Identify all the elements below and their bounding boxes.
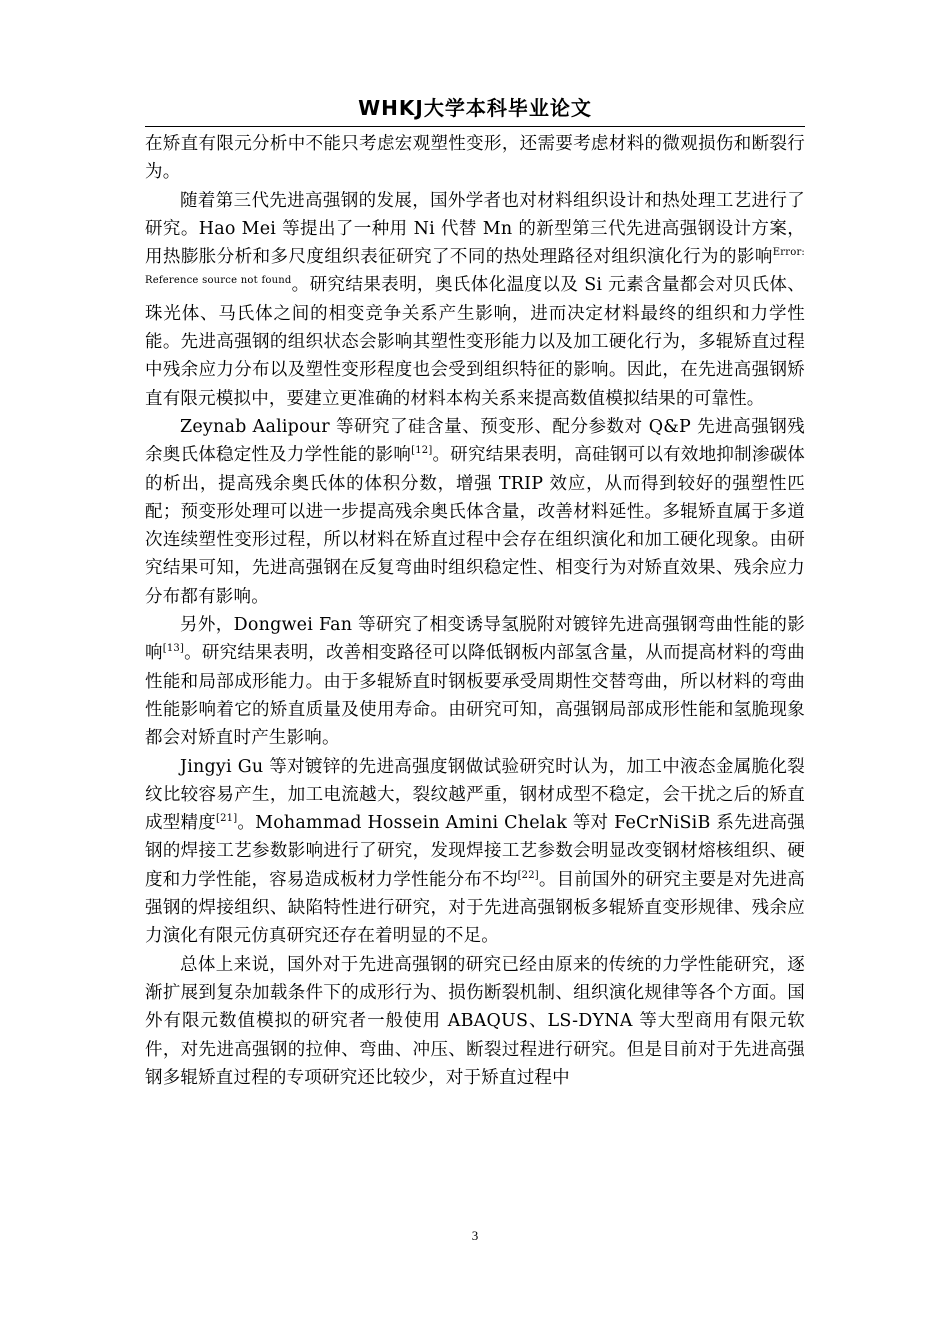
paragraph-text: 。目前国外的研究主要是对先进高强钢的焊接组织、缺陷特性进行研究，对于先进高强钢板多辊矫直变形规律、残余应力演化有限元仿真研究还存在着明显的不足。 bbox=[145, 869, 806, 947]
paragraph-text: 。Mohammad Hossein Amini Chelak 等对 FeCrNiSiB 系先进高强钢的焊接工艺参数影响进行了研究，发现焊接工艺参数会明显改变钢材熔核组织、硬度和力学性能，容易造成板材力学性能分布不均 bbox=[145, 813, 805, 890]
paragraph-text: 总体上来说，国外对于先进高强钢的研究已经由原来的传统的力学性能研究，逐渐扩展到复杂加载条件下的成形行为、损伤断裂机制、组织演化规律等各个方面。国外有限元数值模拟的研究者一般使用 ABAQUS、LS-DYNA 等大型商用有限元软件，对先进高强钢的拉伸、弯曲、冲压、断裂过程进行研究。但是目前对于先进高强钢多辊矫直过程的专项研究还比较少，对于矫直过程中 bbox=[145, 954, 805, 1088]
paragraph bbox=[145, 611, 805, 752]
paragraph bbox=[145, 413, 805, 611]
citation-superscript: [22] bbox=[517, 869, 539, 881]
paragraph-text: 。研究结果表明，奥氏体化温度以及 Si 元素含量都会对贝氏体、珠光体、马氏体之间的相变竞争关系产生影响，进而决定材料最终的组织和力学性能。先进高强钢的组织状态会影响其塑性变形能力以及加工硬化行为，多辊矫直过程中残余应力分布以及塑性变形程度也会受到组织特征的影响。因此，在先进高强钢矫直有限元模拟中，要建立更准确的材料本构关系来提高数值模拟结果的可靠性。 bbox=[145, 275, 805, 409]
citation-superscript: Error: Reference source not found bbox=[145, 247, 805, 287]
page-number: 3 bbox=[471, 1228, 479, 1243]
citation-superscript: [21] bbox=[215, 813, 238, 825]
citation-superscript: [13] bbox=[162, 643, 185, 655]
paragraph-text: 。研究结果表明，高硅钢可以有效地抑制渗碳体的析出，提高残余奥氏体的体积分数，增强 TRIP 效应，从而得到较好的强塑性匹配；预变形处理可以进一步提高残余奥氏体含量，改善材料延性。多辊矫直属于多道次连续塑性变形过程，所以材料在矫直过程中会存在组织演化和加工硬化现象。由研究结果可知，先进高强钢在反复弯曲时组织稳定性、相变行为对矫直效果、残余应力分布都有影响。 bbox=[145, 445, 806, 607]
citation-superscript: [12] bbox=[411, 445, 433, 457]
paragraph-text: 在矫直有限元分析中不能只考虑宏观塑性变形，还需要考虑材料的微观损伤和断裂行为。 bbox=[145, 134, 805, 183]
paragraph bbox=[145, 753, 805, 951]
paragraph bbox=[145, 187, 805, 413]
paragraph-text: Jingyi Gu 等对镀锌的先进高强度钢做试验研究时认为，加工中液态金属脆化裂纹比较容易产生，加工电流越大，裂纹越严重，钢材成型不稳定，会干扰之后的矫直成型精度 bbox=[145, 756, 805, 834]
paragraph-text: 随着第三代先进高强钢的发展，国外学者也对材料组织设计和热处理工艺进行了研究。Hao Mei 等提出了一种用 Ni 代替 Mn 的新型第三代先进高强钢设计方案，用热膨胀分析和多尺度组织表征研究了不同的热处理路径对组织演化行为的影响 bbox=[145, 190, 805, 268]
paragraph bbox=[145, 130, 805, 187]
paragraph-text: 另外，Dongwei Fan 等研究了相变诱导氢脱附对镀锌先进高强钢弯曲性能的影响 bbox=[145, 615, 805, 664]
header-title: WHKJ大学本科毕业论文 bbox=[358, 96, 592, 120]
paragraph bbox=[145, 951, 805, 1092]
paragraph-text: Zeynab Aalipour 等研究了硅含量、预变形、配分参数对 Q&P 先进高强钢残余奥氏体稳定性及力学性能的影响 bbox=[145, 416, 805, 466]
paragraph-text: 。研究结果表明，改善相变路径可以降低钢板内部氢含量，从而提高材料的弯曲性能和局部成形能力。由于多辊矫直时钢板要承受周期性交替弯曲，所以材料的弯曲性能影响着它的矫直质量及使用寿命。由研究可知，高强钢局部成形性能和氢脆现象都会对矫直时产生影响。 bbox=[145, 643, 806, 749]
page-header bbox=[145, 94, 805, 127]
body-text bbox=[145, 130, 805, 1092]
